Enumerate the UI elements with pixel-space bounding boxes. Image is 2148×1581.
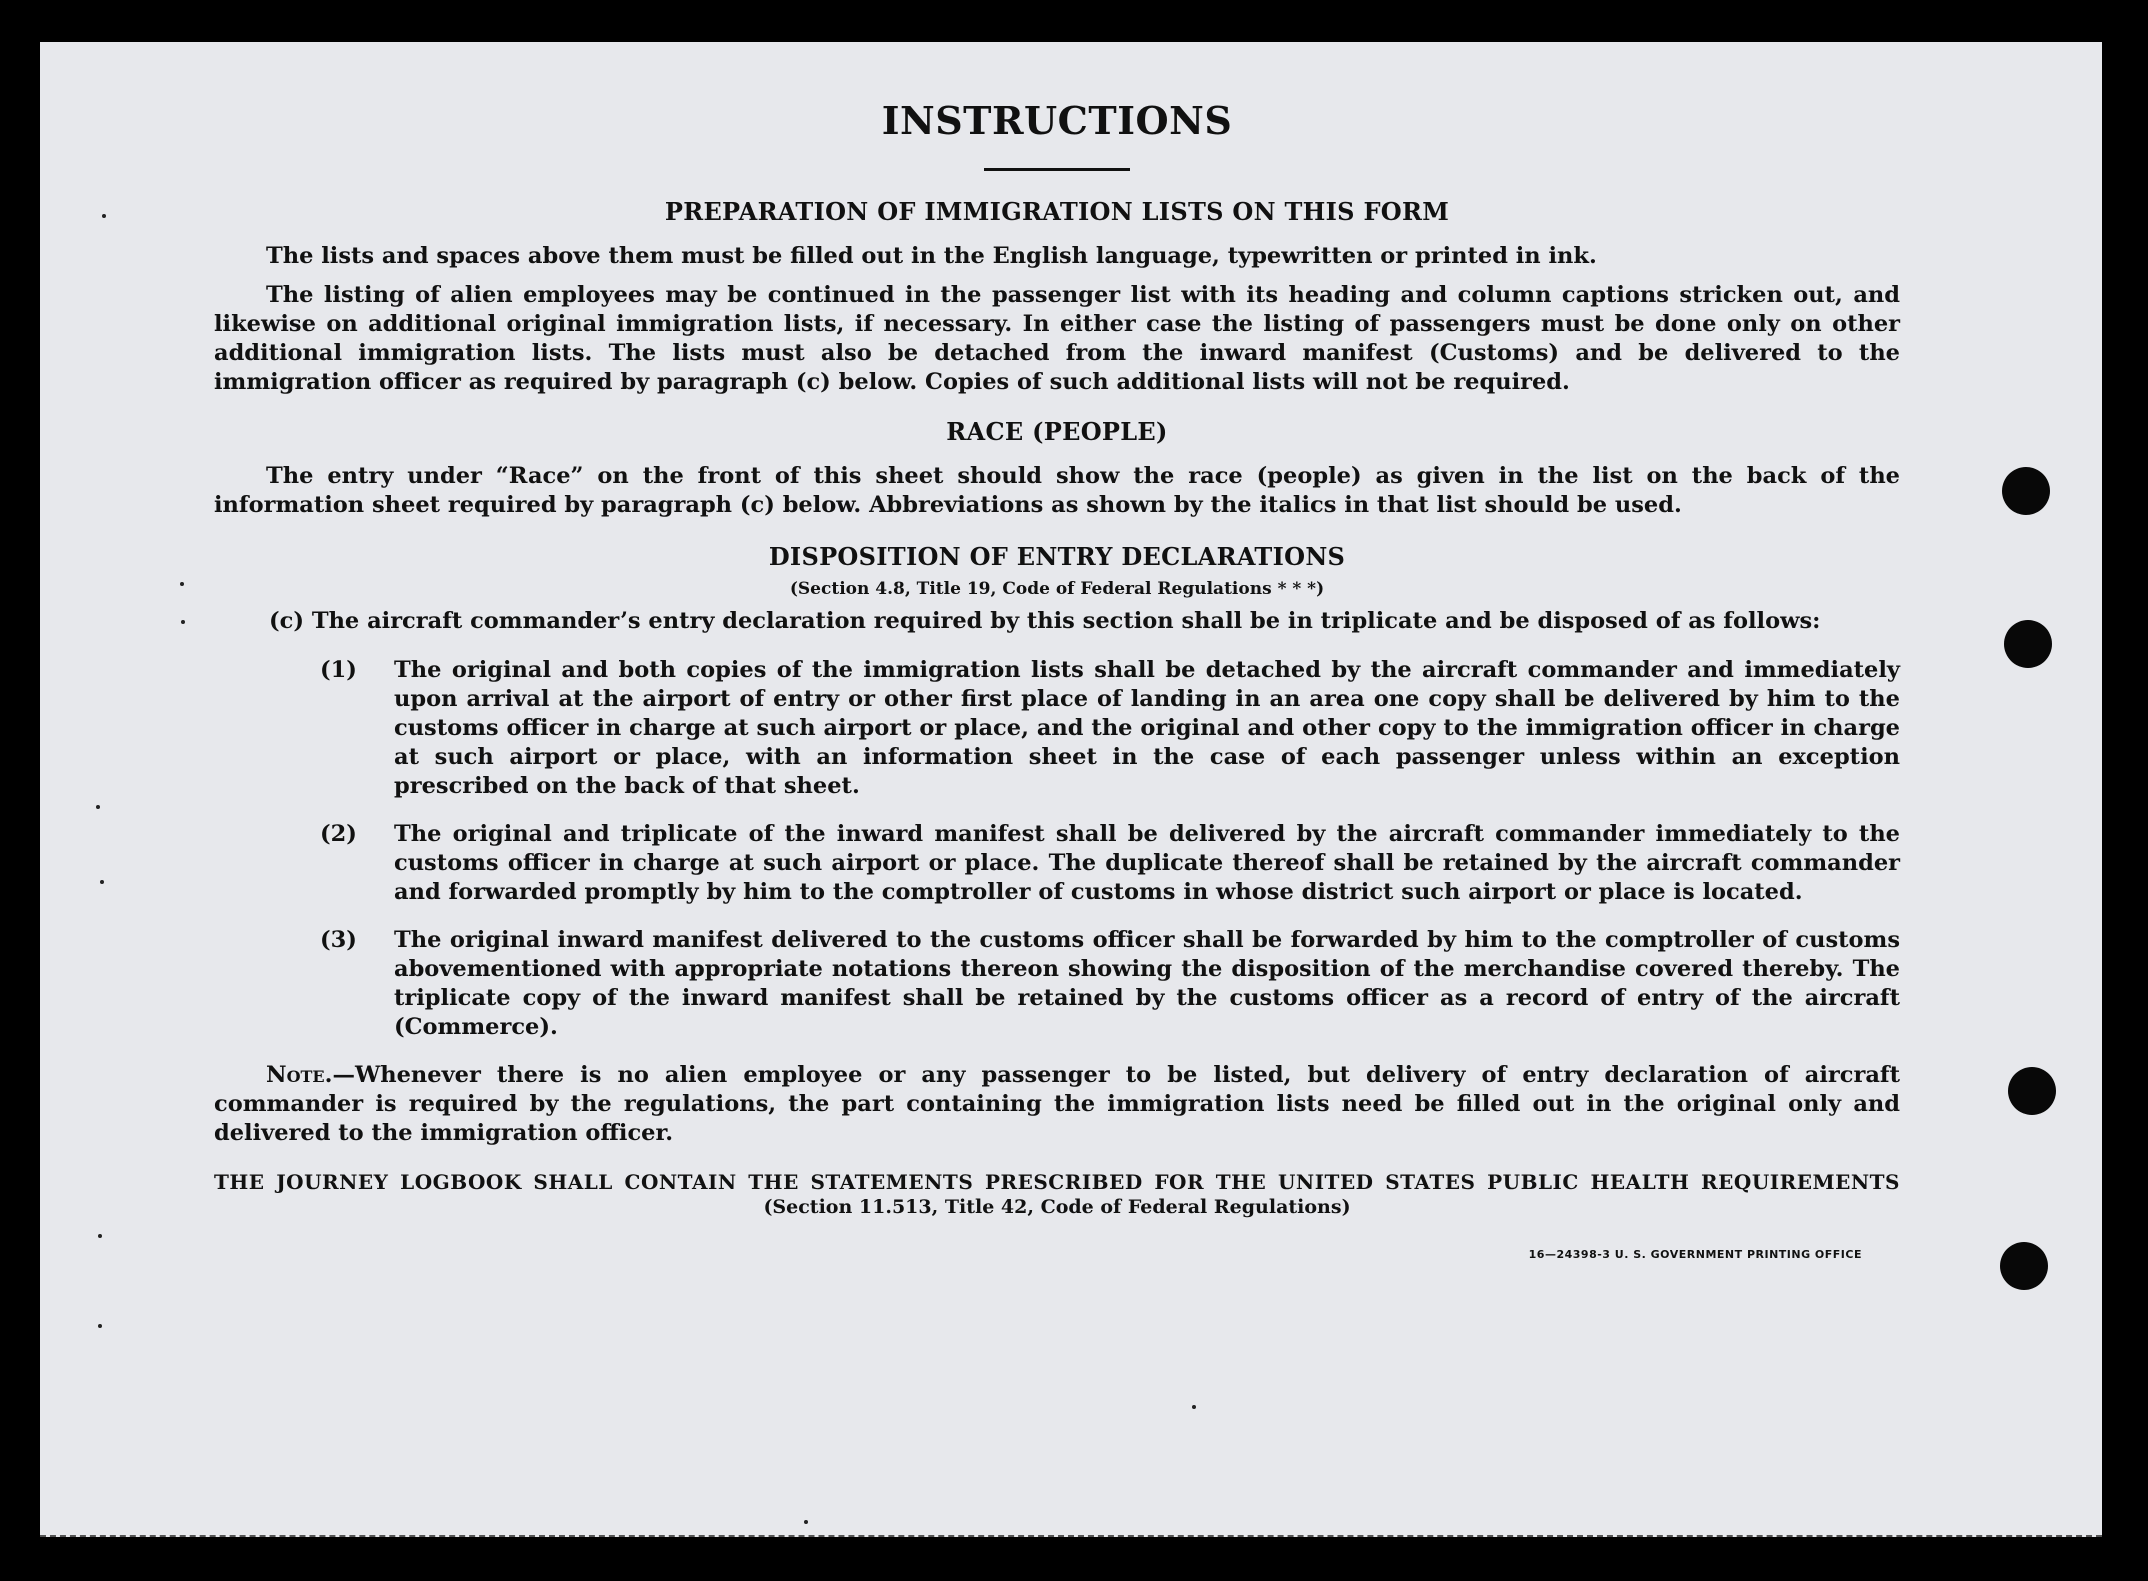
citation: (Section 4.8, Title 19, Code of Federal Regulations * * *)	[789, 579, 1325, 599]
list-item	[214, 656, 1900, 801]
paragraph: The listing of alien employees may be continued in the passenger list with its heading and column captions stricken out, and likewise on additional original immigration lists, if necessary. In either case the listing of passengers must be done only on other additional immigration lists. The lists must also be detached from the inward manifest (Customs) and be delivered to the immigration officer as required by paragraph (c) below. Copies of such additional lists will not be required.	[214, 282, 1900, 395]
punch-hole	[2002, 467, 2050, 515]
speck	[804, 1520, 808, 1524]
footer-citation: (Section 11.513, Title 42, Code of Federal Regulations)	[763, 1196, 1351, 1218]
note-text: —Whenever there is no alien employee or any passenger to be listed, but delivery of entry declaration of aircraft commander is required by the regulations, the part containing the immigration lists need be filled out in the original only and delivered to the immigration officer.	[214, 1062, 1900, 1146]
list-item-number: (3)	[320, 927, 357, 953]
speck	[180, 582, 184, 586]
footer-requirement: THE JOURNEY LOGBOOK SHALL CONTAIN THE STATEMENTS PRESCRIBED FOR THE UNITED STATES PUBLIC HEALTH REQUIREMENTS	[214, 1170, 1900, 1194]
speck	[100, 880, 104, 884]
list-item-text: The original and both copies of the immigration lists shall be detached by the aircraft commander and immediately upon arrival at the airport of entry or other first place of landing in an area one copy shall be delivered by him to the customs officer in charge at such airport or place, and the original and other copy to the immigration officer in charge at such airport or place, with an information sheet in the case of each passenger unless within an exception prescribed on the back of that sheet.	[394, 657, 1900, 799]
speck	[98, 1234, 102, 1238]
paragraph: The lists and spaces above them must be filled out in the English language, typewritten or printed in ink.	[266, 243, 1597, 269]
list-item	[214, 820, 1900, 907]
section-heading-disposition: DISPOSITION OF ENTRY DECLARATIONS	[768, 542, 1346, 571]
punch-hole	[2008, 1067, 2056, 1115]
paragraph: The entry under “Race” on the front of this sheet should show the race (people) as given in the list on the back of the information sheet required by paragraph (c) below. Abbreviations as shown by the italics in that list should be used.	[214, 463, 1900, 518]
list-item-number: (1)	[320, 657, 357, 683]
list-item-number: (2)	[320, 821, 357, 847]
speck	[181, 620, 185, 624]
punch-hole	[2004, 620, 2052, 668]
note-label: Note.	[266, 1062, 333, 1088]
section-heading-race: RACE (PEOPLE)	[946, 417, 1168, 446]
paragraph-c: (c) The aircraft commander’s entry declaration required by this section shall be in triplicate and be disposed of as follows:	[269, 608, 1821, 634]
printer-mark: 16—24398-3 U. S. GOVERNMENT PRINTING OFFICE	[1528, 1248, 1862, 1261]
section-heading-preparation: PREPARATION OF IMMIGRATION LISTS ON THIS FORM	[664, 197, 1450, 226]
list-item-text: The original inward manifest delivered to the customs officer shall be forwarded by him to the comptroller of customs abovementioned with appropriate notations thereon showing the disposition of the merchandise covered thereby. The triplicate copy of the inward manifest shall be retained by the customs officer as a record of entry of the aircraft (Commerce).	[394, 927, 1900, 1040]
speck	[102, 214, 106, 218]
punch-hole	[2000, 1242, 2048, 1290]
instructions-body	[214, 98, 1900, 1218]
speck	[96, 805, 100, 809]
speck	[98, 1324, 102, 1328]
list-item	[214, 926, 1900, 1042]
note-paragraph	[214, 1061, 1900, 1148]
speck	[1192, 1405, 1196, 1409]
form-page	[40, 42, 2102, 1537]
title-rule	[984, 168, 1130, 171]
list-item-text: The original and triplicate of the inward manifest shall be delivered by the aircraft commander immediately to the customs officer in charge at such airport or place. The duplicate thereof shall be retained by the aircraft commander and forwarded promptly by him to the comptroller of customs in whose district such airport or place is located.	[394, 821, 1900, 905]
page-title: INSTRUCTIONS	[881, 98, 1233, 143]
